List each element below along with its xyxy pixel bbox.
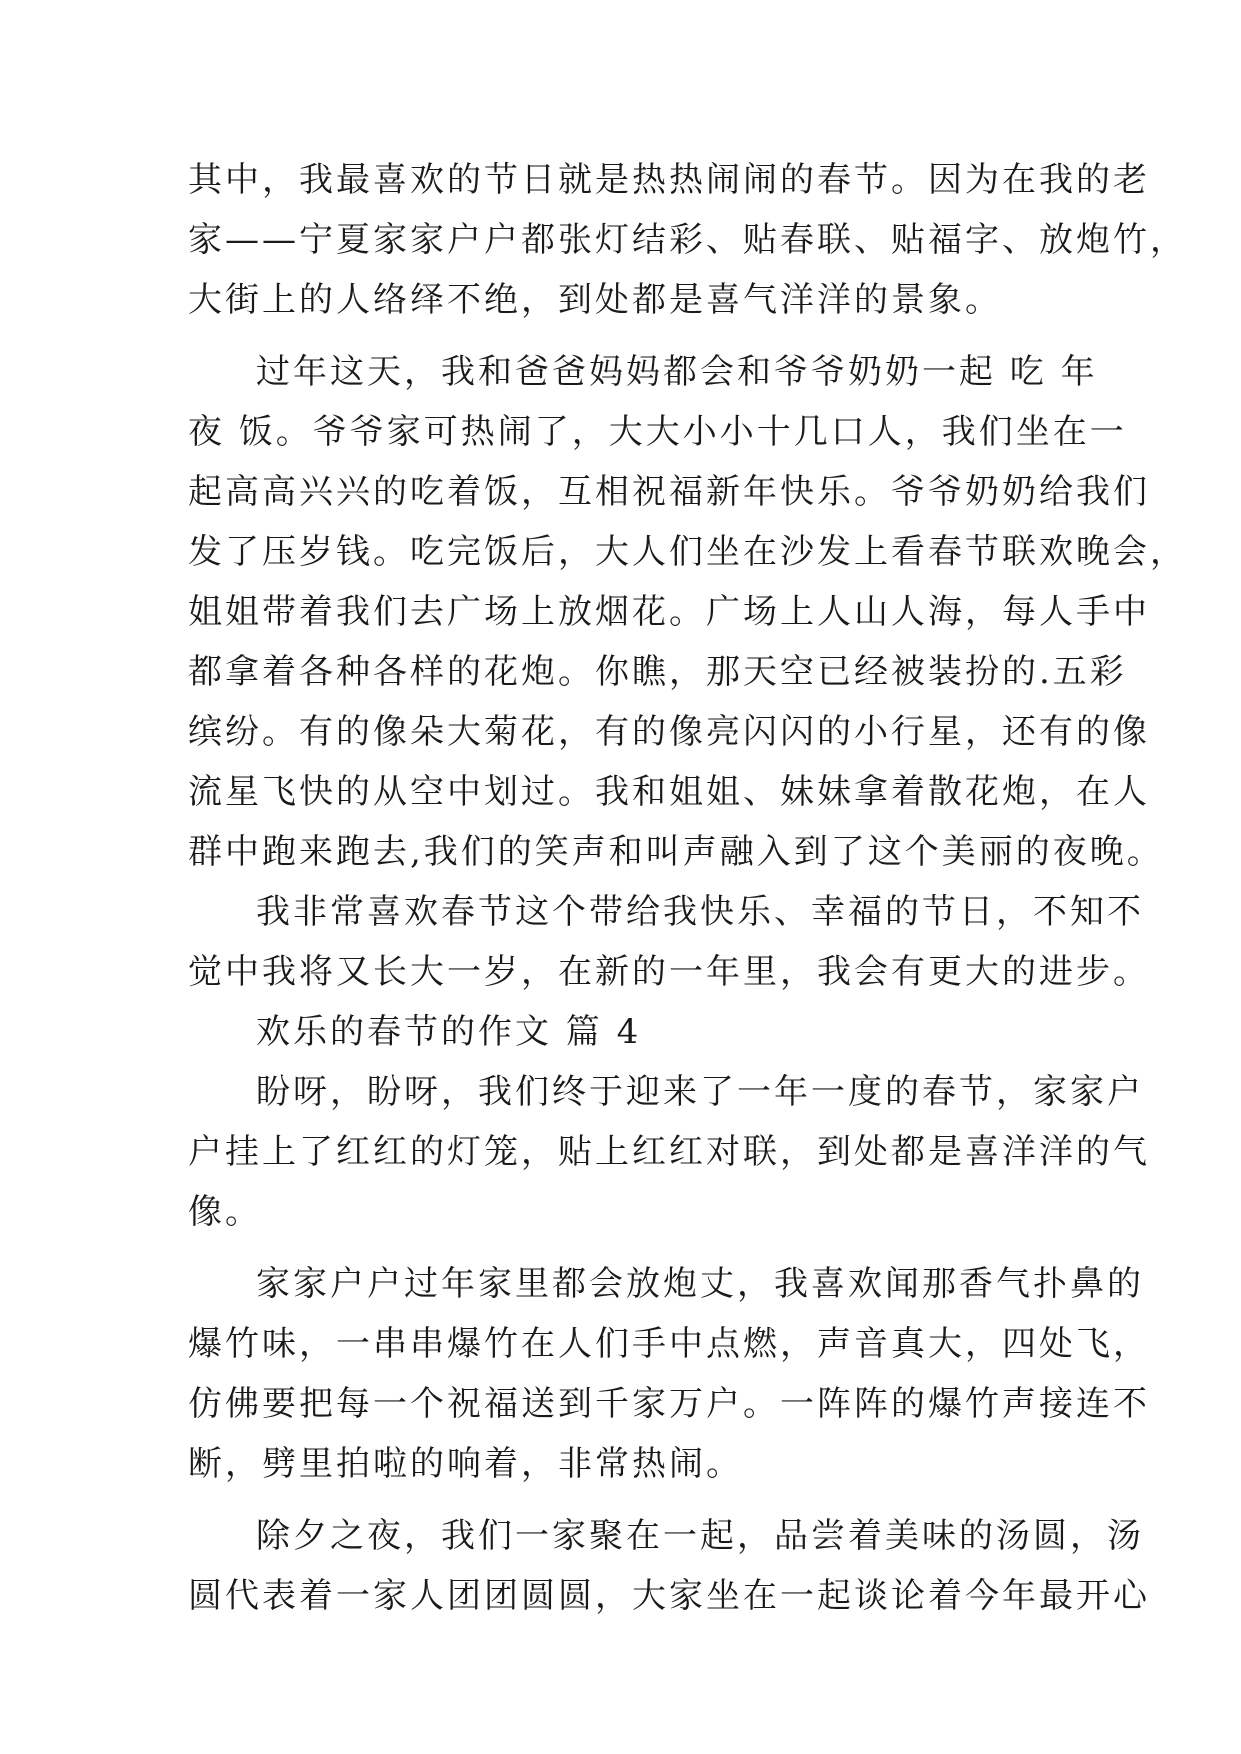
text-line: 发了压岁钱。吃完饭后，大人们坐在沙发上看春节联欢晚会， [188, 532, 1187, 572]
paragraph-2 [188, 342, 1187, 882]
text-line: 断，劈里拍啦的响着，非常热闹。 [188, 1444, 743, 1484]
text-line: 大街上的人络绎不绝，到处都是喜气洋洋的景象。 [188, 280, 1002, 320]
text-line: 家家户户过年家里都会放炮丈，我喜欢闻那香气扑鼻的 [256, 1264, 1144, 1304]
text-line: 都拿着各种各样的花炮。你瞧，那天空已经被装扮的.五彩 [188, 652, 1127, 692]
text-line: 姐姐带着我们去广场上放烟花。广场上人山人海，每人手中 [188, 592, 1150, 632]
paragraph-1 [188, 150, 1187, 330]
text-line: 我非常喜欢春节这个带给我快乐、幸福的节日，不知不 [256, 892, 1144, 932]
text-line: 流星飞快的从空中划过。我和姐姐、妹妹拿着散花炮，在人 [188, 772, 1150, 812]
text-line: 缤纷。有的像朵大菊花，有的像亮闪闪的小行星，还有的像 [188, 712, 1150, 752]
text-line: 夜 饭。爷爷家可热闹了，大大小小十几口人，我们坐在一 [188, 412, 1127, 452]
section-heading [188, 1002, 1058, 1062]
text-line: 起高高兴兴的吃着饭，互相祝福新年快乐。爷爷奶奶给我们 [188, 472, 1150, 512]
text-line: 家——宁夏家家户户都张灯结彩、贴春联、贴福字、放炮竹， [188, 220, 1187, 260]
text-line: 像。 [188, 1192, 262, 1232]
paragraph-5 [188, 1254, 1150, 1494]
essay-body [188, 150, 1187, 1626]
text-line: 户挂上了红红的灯笼，贴上红红对联，到处都是喜洋洋的气 [188, 1132, 1150, 1172]
text-line: 觉中我将又长大一岁，在新的一年里，我会有更大的进步。 [188, 952, 1150, 992]
heading-text: 欢乐的春节的作文 篇 4 [256, 1012, 642, 1052]
text-line: 群中跑来跑去,我们的笑声和叫声融入到了这个美丽的夜晚。 [188, 832, 1164, 872]
text-line: 盼呀，盼呀，我们终于迎来了一年一度的春节，家家户 [256, 1072, 1144, 1112]
paragraph-4 [188, 1062, 1150, 1242]
text-line: 爆竹味，一串串爆竹在人们手中点燃，声音真大，四处飞， [188, 1324, 1150, 1364]
text-line: 过年这天，我和爸爸妈妈都会和爷爷奶奶一起 吃 年 [256, 352, 1098, 392]
text-line: 圆代表着一家人团团圆圆，大家坐在一起谈论着今年最开心 [188, 1576, 1150, 1616]
paragraph-6 [188, 1506, 1150, 1626]
text-line: 除夕之夜，我们一家聚在一起，品尝着美味的汤圆，汤 [256, 1516, 1144, 1556]
text-line: 仿佛要把每一个祝福送到千家万户。一阵阵的爆竹声接连不 [188, 1384, 1150, 1424]
text-line: 其中，我最喜欢的节日就是热热闹闹的春节。因为在我的老 [188, 160, 1150, 200]
paragraph-3 [188, 882, 1150, 1002]
